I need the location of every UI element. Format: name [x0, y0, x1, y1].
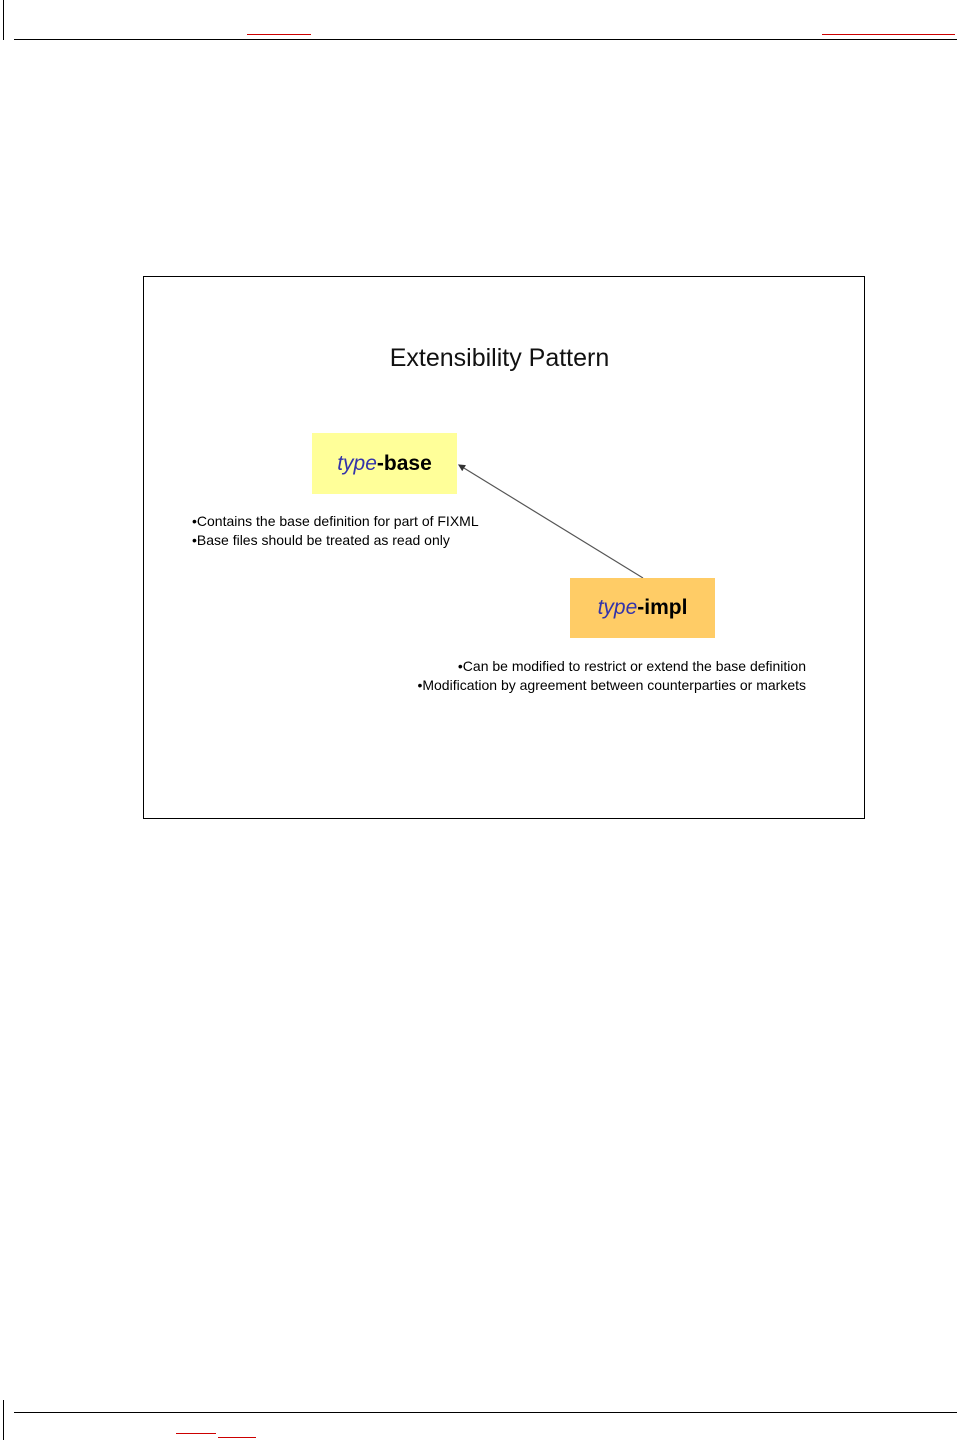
base-bullet: •Base files should be treated as read only: [192, 532, 450, 548]
footer-rule: [14, 1412, 957, 1413]
footer-link-2[interactable]: [218, 1437, 256, 1438]
footer-link-1[interactable]: [176, 1433, 216, 1434]
base-bullet: •Contains the base definition for part of FIXML: [192, 513, 479, 529]
type-base-keyword: type: [337, 451, 377, 475]
impl-bullet: •Modification by agreement between counterparties or markets: [417, 677, 806, 693]
impl-bullet-list: [417, 657, 806, 695]
impl-bullet: •Can be modified to restrict or extend the base definition: [457, 658, 806, 674]
header-link-right[interactable]: [822, 34, 955, 35]
margin-marker-top: [3, 0, 4, 40]
type-impl-keyword: type: [597, 596, 638, 619]
type-impl-suffix: -impl: [637, 596, 688, 619]
type-base-suffix: -base: [376, 451, 432, 475]
type-base-box: [312, 433, 457, 494]
type-impl-box: [570, 578, 715, 638]
slide-title: Extensibility Pattern: [389, 344, 610, 372]
base-bullet-list: [192, 512, 479, 550]
header-rule: [14, 39, 957, 40]
header-link-left[interactable]: [247, 34, 311, 35]
slide-figure: [143, 276, 865, 819]
margin-marker-bottom: [3, 1400, 4, 1440]
